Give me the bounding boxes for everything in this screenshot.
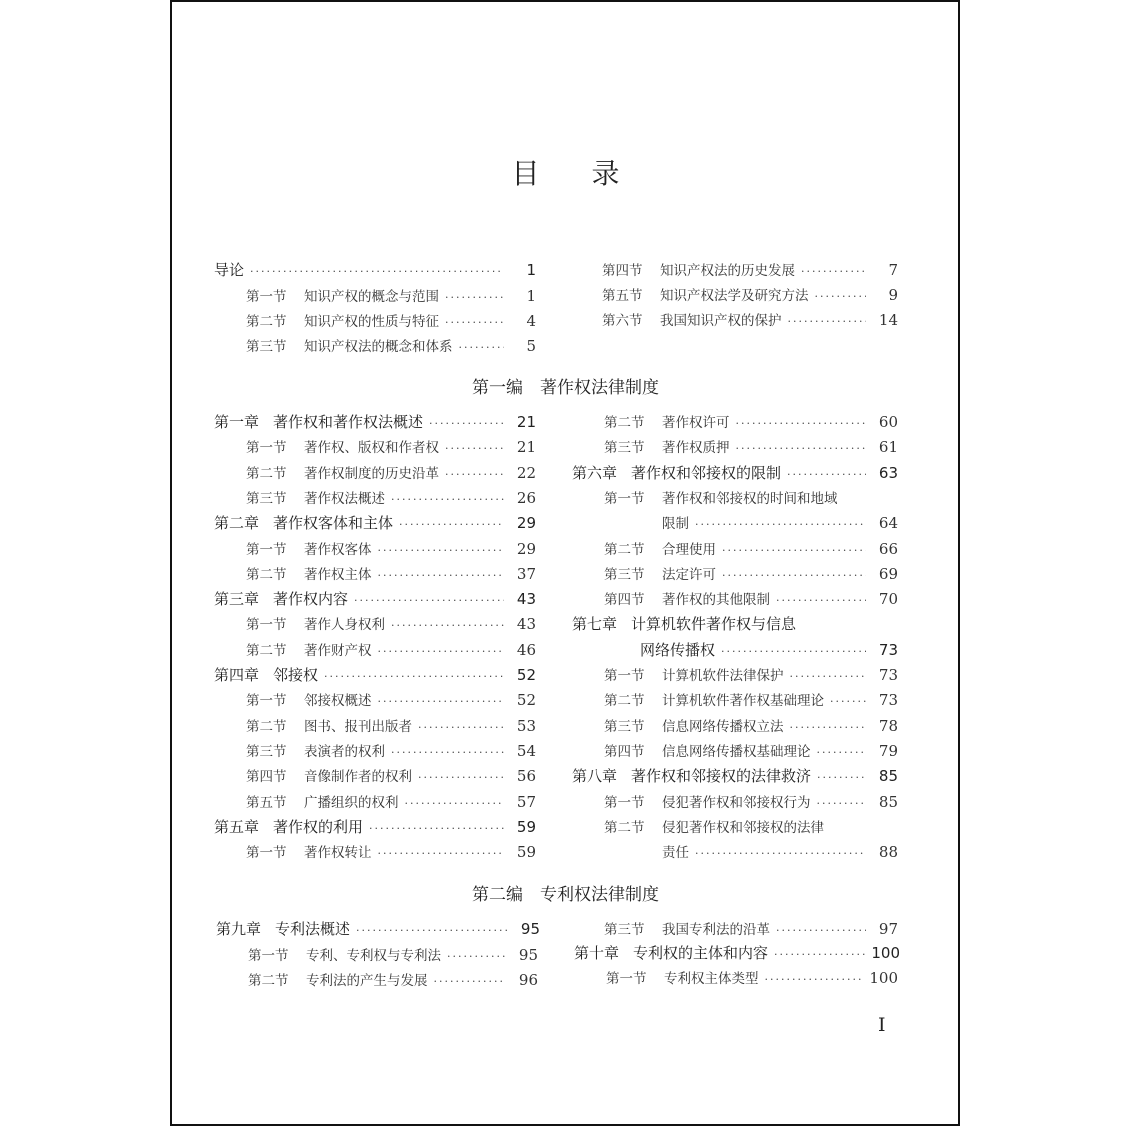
entry-page-number: 95 [518, 946, 538, 964]
entry-number: 第三章 [214, 590, 260, 609]
entry-title: 专利、专利权与专利法 [306, 948, 441, 964]
entry-title: 信息网络传播权基础理论 [662, 743, 811, 760]
entry-title: 信息网络传播权立法 [662, 718, 784, 735]
toc-section-entry[interactable] [246, 462, 536, 484]
dot-leader [324, 670, 504, 683]
toc-section-entry[interactable] [602, 309, 898, 331]
page-title: 目录 [511, 157, 672, 190]
dot-leader [405, 797, 505, 810]
dot-leader [445, 468, 504, 481]
entry-title: 知识产权法的概念和体系 [304, 339, 453, 355]
toc-section-entry[interactable] [604, 740, 898, 762]
entry-title: 我国专利法的沿革 [662, 922, 770, 938]
entry-number: 第一节 [246, 440, 287, 457]
dot-leader [445, 442, 504, 455]
entry-title: 著作权制度的历史沿革 [304, 465, 439, 482]
entry-page-number: 26 [516, 488, 536, 507]
entry-title: 专利法概述 [275, 920, 351, 938]
dot-leader [736, 442, 867, 455]
toc-chapter-entry[interactable] [214, 411, 536, 433]
entry-page-number: 59 [516, 817, 536, 836]
dot-leader [722, 544, 866, 557]
toc-section-entry[interactable] [604, 563, 898, 585]
entry-title: 著作权和著作权法概述 [273, 413, 424, 431]
toc-chapter-entry[interactable] [214, 588, 536, 610]
entry-page-number: 64 [878, 514, 898, 533]
entry-title: 邻接权 [273, 666, 319, 684]
entry-title: 著作权质押 [662, 440, 730, 457]
dot-leader [790, 670, 867, 683]
entry-page-number: 73 [878, 640, 898, 659]
toc-chapter-entry[interactable] [214, 816, 536, 838]
dot-leader [391, 746, 504, 759]
entry-page-number: 60 [878, 413, 898, 431]
entry-number: 第三节 [604, 440, 645, 457]
entry-number: 第一节 [246, 617, 287, 634]
dot-leader [695, 518, 866, 531]
entry-number: 第四节 [602, 263, 643, 279]
entry-title: 侵犯著作权和邻接权行为 [662, 794, 811, 811]
entry-page-number: 21 [516, 438, 536, 457]
entry-number: 第一节 [246, 541, 287, 558]
entry-number: 第五章 [214, 817, 260, 836]
dot-leader [459, 341, 505, 354]
toc-section-entry[interactable] [246, 285, 536, 307]
toc-section-entry[interactable] [604, 436, 898, 458]
dot-leader [695, 847, 866, 860]
entry-number: 第五节 [602, 288, 643, 304]
entry-title: 导论 [214, 261, 245, 279]
toc-chapter-entry[interactable] [214, 512, 536, 534]
entry-page-number: 29 [516, 539, 536, 558]
entry-page-number: 78 [878, 716, 898, 735]
entry-title-continued: 网络传播权 [640, 640, 716, 659]
dot-leader [447, 950, 506, 963]
entry-page-number: 57 [516, 792, 536, 811]
entry-page-number: 43 [516, 590, 536, 609]
entry-title: 广播组织的权利 [304, 794, 399, 811]
toc-section-entry[interactable] [604, 487, 898, 509]
entry-number: 第一节 [246, 845, 287, 862]
entry-title: 侵犯著作权和邻接权的法律 [662, 819, 824, 836]
entry-title: 著作权的利用 [273, 817, 364, 836]
dot-leader [787, 468, 866, 481]
entry-number: 第二节 [604, 693, 645, 710]
dot-leader [434, 975, 507, 988]
entry-number: 第一节 [604, 668, 645, 684]
toc-section-entry[interactable] [248, 944, 538, 966]
dot-leader [391, 493, 504, 506]
toc-entry-continuation[interactable] [604, 512, 898, 534]
entry-number: 第七章 [572, 615, 618, 634]
entry-page-number: 70 [878, 590, 898, 609]
entry-number: 第八章 [572, 767, 618, 786]
entry-title: 计算机软件法律保护 [662, 668, 784, 684]
entry-title: 著作权客体和主体 [273, 514, 394, 533]
toc-section-entry[interactable] [604, 816, 898, 838]
entry-page-number: 97 [878, 920, 898, 938]
entry-title: 合理使用 [662, 541, 716, 558]
entry-page-number: 4 [526, 312, 536, 330]
entry-title: 法定许可 [662, 566, 716, 583]
dot-leader [776, 594, 866, 607]
entry-number: 第一章 [214, 413, 260, 431]
entry-title: 计算机软件著作权基础理论 [662, 693, 824, 710]
dot-leader [378, 569, 505, 582]
entry-page-number: 1 [526, 261, 536, 279]
toc-section-entry[interactable] [604, 918, 898, 940]
entry-number: 第四节 [604, 743, 645, 760]
entry-number: 第四节 [604, 592, 645, 609]
entry-title: 我国知识产权的保护 [660, 313, 782, 329]
entry-title: 著作权主体 [304, 566, 372, 583]
entry-title: 知识产权的性质与特征 [304, 314, 439, 330]
entry-number: 第九章 [216, 920, 262, 938]
entry-number: 第二节 [604, 541, 645, 558]
entry-number: 第一节 [248, 948, 289, 964]
entry-title: 著作权和邻接权的限制 [631, 463, 782, 482]
part-heading: 第二编 专利权法律制度 [472, 885, 659, 905]
toc-section-entry[interactable] [602, 259, 898, 281]
entry-page-number: 52 [516, 691, 536, 710]
toc-section-entry[interactable] [246, 689, 536, 711]
entry-number: 第一节 [246, 289, 287, 305]
entry-number: 第二章 [214, 514, 260, 533]
entry-number: 第三节 [604, 922, 645, 938]
dot-leader [721, 645, 866, 658]
entry-page-number: 43 [516, 615, 536, 634]
entry-number: 第六节 [602, 313, 643, 329]
entry-number: 第二节 [246, 465, 287, 482]
toc-chapter-entry[interactable] [214, 664, 536, 686]
entry-page-number: 73 [878, 666, 898, 684]
entry-page-number: 56 [516, 767, 536, 786]
entry-page-number: 96 [518, 971, 538, 989]
page-number: I [878, 1014, 886, 1036]
toc-section-entry[interactable] [246, 310, 536, 332]
entry-title: 邻接权概述 [304, 693, 372, 710]
entry-page-number: 79 [878, 741, 898, 760]
entry-page-number: 69 [878, 564, 898, 583]
dot-leader [391, 619, 504, 632]
entry-title: 知识产权法学及研究方法 [660, 288, 809, 304]
dot-leader [356, 924, 508, 937]
entry-number: 第四章 [214, 666, 260, 684]
entry-title: 著作权和邻接权的法律救济 [631, 767, 812, 786]
toc-chapter-entry[interactable] [572, 765, 898, 787]
toc-section-entry[interactable] [246, 613, 536, 635]
toc-chapter-entry[interactable] [572, 613, 898, 635]
entry-title: 著作权的其他限制 [662, 592, 770, 609]
entry-page-number: 61 [878, 438, 898, 457]
entry-page-number: 100 [869, 969, 898, 987]
entry-page-number: 52 [516, 666, 536, 684]
entry-number: 第二节 [246, 642, 287, 659]
entry-title-continued: 限制 [662, 516, 689, 533]
dot-leader [369, 822, 504, 835]
toc-section-entry[interactable] [604, 588, 898, 610]
entry-number: 第二节 [246, 718, 287, 735]
entry-title: 知识产权的概念与范围 [304, 289, 439, 305]
entry-number: 第二节 [248, 973, 289, 989]
entry-page-number: 29 [516, 514, 536, 533]
toc-section-entry[interactable] [246, 487, 536, 509]
entry-title: 专利法的产生与发展 [306, 973, 428, 989]
dot-leader [722, 569, 866, 582]
dot-leader [429, 417, 504, 430]
toc-section-entry[interactable] [246, 639, 536, 661]
entry-page-number: 66 [878, 539, 898, 558]
toc-section-entry[interactable] [246, 841, 536, 863]
entry-number: 第三节 [246, 490, 287, 507]
entry-page-number: 7 [888, 261, 898, 279]
entry-title: 著作权法概述 [304, 490, 385, 507]
dot-leader [378, 645, 505, 658]
entry-page-number: 63 [878, 463, 898, 482]
entry-number: 第三节 [604, 566, 645, 583]
entry-title: 表演者的权利 [304, 743, 385, 760]
dot-leader [801, 265, 866, 278]
dot-leader [817, 771, 866, 784]
toc-section-entry[interactable] [604, 664, 898, 686]
entry-page-number: 37 [516, 564, 536, 583]
entry-title-continued: 责任 [662, 845, 689, 862]
dot-leader [790, 721, 867, 734]
entry-number: 第二节 [604, 415, 645, 431]
toc-section-entry[interactable] [604, 689, 898, 711]
toc-chapter-entry[interactable] [572, 462, 898, 484]
entry-title: 著作权和邻接权的时间和地域 [662, 490, 838, 507]
entry-title: 著作权、版权和作者权 [304, 440, 439, 457]
entry-number: 第二节 [246, 566, 287, 583]
toc-section-entry[interactable] [604, 411, 898, 433]
toc-section-entry[interactable] [246, 436, 536, 458]
dot-leader [774, 948, 865, 961]
dot-leader [445, 291, 504, 304]
dot-leader [418, 771, 504, 784]
dot-leader [418, 721, 504, 734]
entry-page-number: 53 [516, 716, 536, 735]
dot-leader [776, 924, 866, 937]
toc-section-entry[interactable] [246, 765, 536, 787]
entry-number: 第一节 [606, 971, 647, 987]
entry-number: 第六章 [572, 463, 618, 482]
dot-leader [354, 594, 504, 607]
dot-leader [830, 695, 866, 708]
toc-section-entry[interactable] [604, 715, 898, 737]
toc-section-entry[interactable] [246, 335, 536, 357]
entry-number: 第二节 [604, 819, 645, 836]
toc-section-entry[interactable] [604, 538, 898, 560]
dot-leader [736, 417, 867, 430]
entry-title: 著作财产权 [304, 642, 372, 659]
toc-section-entry[interactable] [246, 715, 536, 737]
entry-number: 第三节 [246, 339, 287, 355]
entry-number: 第三节 [604, 718, 645, 735]
entry-page-number: 21 [516, 413, 536, 431]
entry-page-number: 95 [520, 920, 540, 938]
entry-title: 音像制作者的权利 [304, 769, 412, 786]
entry-page-number: 5 [526, 337, 536, 355]
dot-leader [817, 797, 867, 810]
dot-leader [378, 544, 505, 557]
entry-number: 第一节 [604, 490, 645, 507]
toc-section-entry[interactable] [602, 284, 898, 306]
toc-chapter-entry[interactable] [574, 942, 900, 964]
toc-section-entry[interactable] [246, 538, 536, 560]
entry-page-number: 54 [516, 741, 536, 760]
part-heading: 第一编 著作权法律制度 [472, 378, 659, 398]
entry-page-number: 73 [878, 691, 898, 710]
entry-number: 第十章 [574, 944, 620, 962]
dot-leader [399, 518, 504, 531]
entry-page-number: 88 [878, 843, 898, 862]
toc-chapter-entry[interactable] [216, 918, 540, 940]
dot-leader [250, 265, 504, 278]
entry-page-number: 14 [878, 311, 898, 329]
dot-leader [817, 746, 867, 759]
toc-entry-continuation[interactable] [572, 639, 898, 661]
entry-title: 计算机软件著作权与信息 [631, 615, 797, 634]
entry-title: 著作权内容 [273, 590, 349, 609]
entry-page-number: 9 [888, 286, 898, 304]
entry-title: 著作人身权利 [304, 617, 385, 634]
entry-page-number: 59 [516, 843, 536, 862]
dot-leader [445, 316, 504, 329]
entry-title: 专利权的主体和内容 [633, 944, 769, 962]
entry-number: 第五节 [246, 794, 287, 811]
toc-entry-continuation[interactable] [604, 841, 898, 863]
entry-title: 专利权主体类型 [664, 971, 759, 987]
toc-section-entry[interactable] [248, 969, 538, 991]
entry-number: 第一节 [604, 794, 645, 811]
entry-title: 著作权转让 [304, 845, 372, 862]
entry-title: 著作权许可 [662, 415, 730, 431]
dot-leader [765, 973, 864, 986]
entry-number: 第四节 [246, 769, 287, 786]
dot-leader [788, 315, 867, 328]
entry-page-number: 1 [526, 287, 536, 305]
toc-section-entry[interactable] [604, 791, 898, 813]
entry-title: 知识产权法的历史发展 [660, 263, 795, 279]
entry-page-number: 22 [516, 463, 536, 482]
entry-number: 第三节 [246, 743, 287, 760]
entry-page-number: 85 [878, 792, 898, 811]
toc-section-entry[interactable] [246, 740, 536, 762]
entry-page-number: 100 [871, 944, 900, 962]
dot-leader [378, 847, 505, 860]
toc-chapter-entry[interactable] [214, 259, 536, 281]
toc-section-entry[interactable] [606, 967, 898, 989]
entry-page-number: 46 [516, 640, 536, 659]
entry-title: 著作权客体 [304, 541, 372, 558]
dot-leader [378, 695, 505, 708]
toc-section-entry[interactable] [246, 791, 536, 813]
toc-section-entry[interactable] [246, 563, 536, 585]
entry-number: 第一节 [246, 693, 287, 710]
dot-leader [815, 290, 867, 303]
entry-number: 第二节 [246, 314, 287, 330]
entry-page-number: 85 [878, 767, 898, 786]
entry-title: 图书、报刊出版者 [304, 718, 412, 735]
